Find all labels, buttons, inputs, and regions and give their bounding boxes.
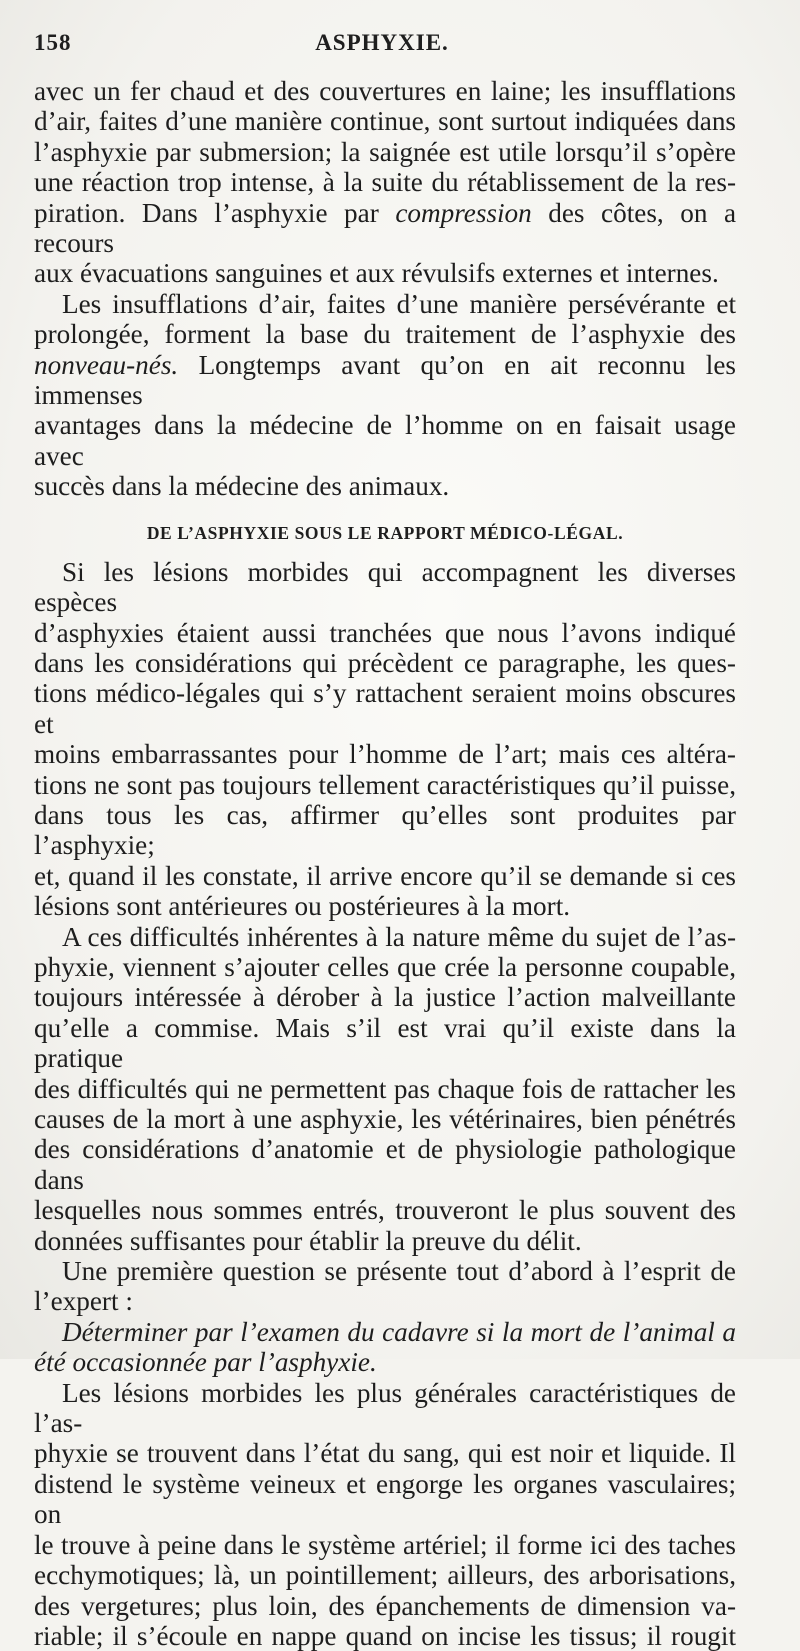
running-head: ASPHYXIE. [315,30,449,55]
text-line: des difficultés qui ne permettent pas chaque fois de rattacher les [34,1073,736,1104]
text-line: Les insufflations d’air, faites d’une manière persévérante et [62,288,736,319]
text-line: moins embarrassantes pour l’homme de l’art; mais ces altéra- [34,739,736,770]
italic-question: Déterminer par l’examen du cadavre si la mort de l’animal a [62,1316,736,1347]
page-number: 158 [34,30,72,55]
text-line: phyxie se trouvent dans l’état du sang, qui est noir et liquide. Il [34,1438,736,1469]
text-line: Si les lésions morbides qui accompagnent les diverses espèces [34,556,736,618]
text-line: lesquelles nous sommes entrés, trouveront le plus souvent des [34,1195,736,1226]
text-line: Une première question se présente tout d’abord à l’esprit de [62,1256,736,1287]
text-run: des côtes, on a recours [34,197,737,259]
text-line: prolongée, forment la base du traitement de l’asphyxie des [34,319,736,350]
text-line [34,198,736,259]
page-body [34,76,736,1651]
text-line: et, quand il les constate, il arrive encore qu’il se demande si ces [34,860,736,891]
text-line: le trouve à peine dans le système artériel; il forme ici des taches [34,1529,736,1560]
text-line: A ces difficultés inhérentes à la nature même du sujet de l’as- [62,921,736,952]
text-line: l’expert : [34,1286,133,1317]
text-run: piration. Dans l’asphyxie par [34,197,396,228]
text-line: tions médico-légales qui s’y rattachent seraient moins obscures et [34,678,736,739]
text-line: dans tous les cas, affirmer qu’elles sont produites par l’asphyxie; [34,799,736,861]
text-line: avec un fer chaud et des couvertures en laine; les insufflations [34,76,736,106]
text-line: l’asphyxie par submersion; la saignée est utile lorsqu’il s’opère [34,136,736,167]
text-line: d’air, faites d’une manière continue, sont surtout indiquées dans [34,106,736,137]
text-line: Les lésions morbides les plus générales caractéristiques de l’as- [34,1377,736,1439]
text-line: dans les considérations qui précèdent ce paragraphe, les ques- [34,647,736,678]
text-line: qu’elle a commise. Mais s’il est vrai qu’il existe dans la pratique [34,1012,736,1074]
section-heading: DE L’ASPHYXIE SOUS LE RAPPORT MÉDICO-LÉGAL. [146,522,624,543]
text-line [34,1347,736,1377]
text-run: Longtemps avant qu’on en ait reconnu les immenses [34,349,736,411]
text-line: avantages dans la médecine de l’homme on en faisait usage avec [34,410,736,471]
text-line: phyxie, viennent s’ajouter celles que crée la personne coupable, [34,951,736,982]
text-line: des vergetures; plus loin, des épanchements de dimension va- [34,1590,736,1621]
page-header [34,30,760,66]
italic-term: compression [395,197,532,228]
text-line: d’asphyxies étaient aussi tranchées que nous l’avons indiqué [34,617,736,648]
text-line: riable; il s’écoule en nappe quand on incise les tissus; il rougit [34,1620,736,1651]
text-line [34,1317,736,1347]
text-line: une réaction trop intense, à la suite du rétablissement de la res- [34,167,736,198]
text-line: causes de la mort à une asphyxie, les vétérinaires, bien pénétrés [34,1104,736,1134]
italic-question: été occasionnée par l’asphyxie. [34,1347,377,1378]
text-line: ecchymotiques; là, un pointillement; ailleurs, des arborisations, [34,1560,736,1591]
text-line: distend le système veineux et engorge les organes vasculaires; on [34,1468,736,1530]
text-line [34,350,736,411]
text-line: des considérations d’anatomie et de physiologie pathologique dans [34,1134,736,1195]
text-line: aux évacuations sanguines et aux révulsifs externes et internes. [34,258,719,289]
text-line: tions ne sont pas toujours tellement caractéristiques qu’il puisse, [34,769,736,800]
italic-term: nonveau-nés. [34,349,179,380]
text-line: toujours intéressée à dérober à la justice l’action malveillante [34,982,736,1013]
text-line: données suffisantes pour établir la preuve du délit. [34,1225,582,1256]
text-line: lésions sont antérieures ou postérieures à la mort. [34,891,571,922]
text-line: succès dans la médecine des animaux. [34,471,450,502]
